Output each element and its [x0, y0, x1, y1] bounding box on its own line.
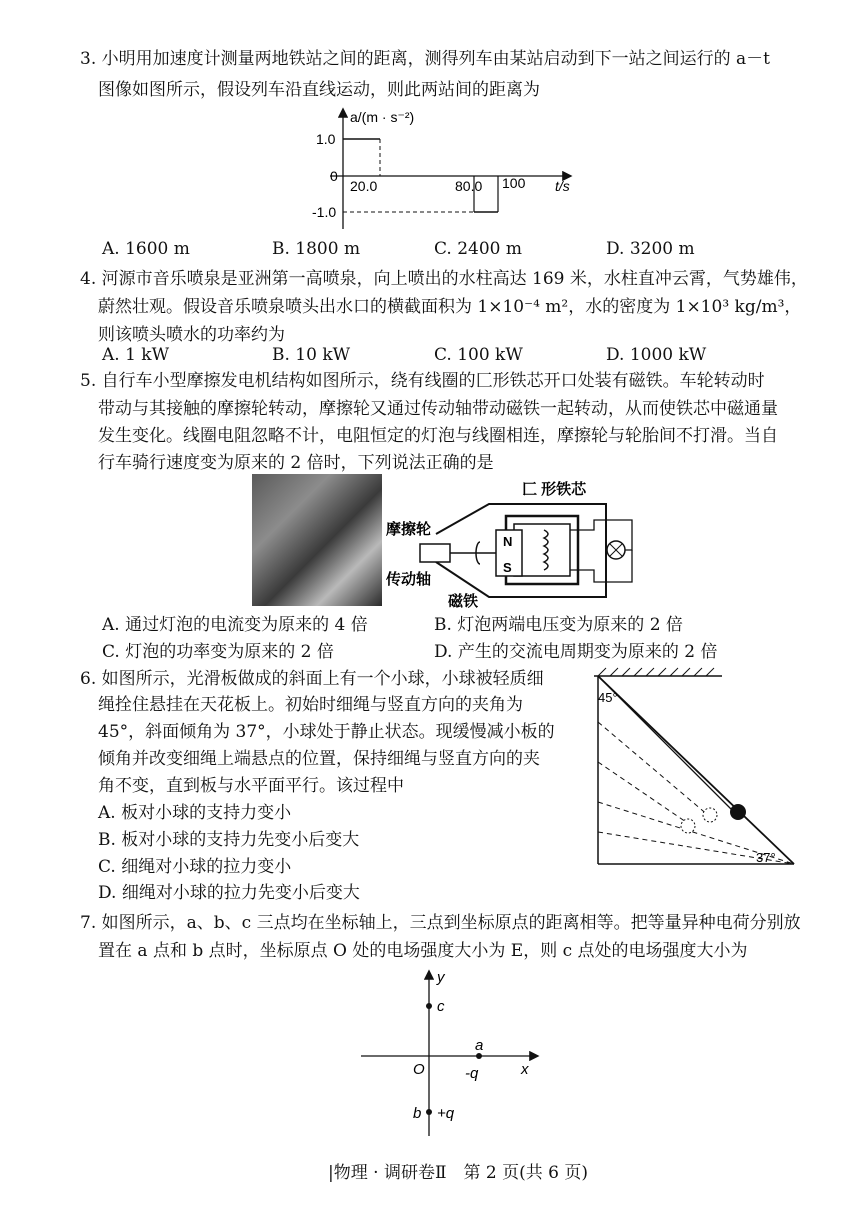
q3-origin: 0 [330, 168, 338, 184]
q7-label-o: O [413, 1061, 425, 1078]
q6-incline-diagram [584, 662, 804, 874]
q5-option-d: D. 产生的交流电周期变为原来的 2 倍 [434, 642, 718, 662]
q6-line3: 45°，斜面倾角为 37°，小球处于静止状态。现缓慢减小板的 [98, 722, 555, 742]
q5-label-wheel: 摩擦轮 [386, 521, 432, 538]
q3-ylabel: a/(m · s⁻²) [350, 109, 415, 125]
q5-line3: 发生变化。线圈电阻忽略不计，电阻恒定的灯泡与线圈相连，摩擦轮与轮胎间不打滑。当自 [98, 426, 778, 446]
coil [544, 530, 548, 570]
q3-tick-y-neg: -1.0 [312, 204, 337, 220]
point-c [426, 1003, 432, 1009]
q4-line2: 蔚然壮观。假设音乐喷泉喷头出水口的横截面积为 1×10⁻⁴ m²，水的密度为 1×10³ kg/m³， [98, 297, 802, 317]
q3-tick-x-20: 20.0 [350, 178, 378, 194]
q5-generator-diagram [384, 472, 644, 612]
q3-line2: 图像如图所示，假设列车沿直线运动，则此两站间的距离为 [98, 80, 540, 100]
q3-tick-x-80: 80.0 [455, 178, 483, 194]
q4-line3: 则该喷头喷水的功率约为 [98, 325, 285, 345]
q7-label-qb: +q [437, 1105, 455, 1122]
q5-line4: 行车骑行速度变为原来的 2 倍时，下列说法正确的是 [98, 453, 494, 473]
q3-tick-y-pos: 1.0 [316, 131, 336, 147]
shaft [420, 544, 450, 562]
q3-line1: 3. 小明用加速度计测量两地铁站之间的距离，测得列车由某站启动到下一站之间运行的 a－t [80, 49, 770, 69]
rope [598, 676, 736, 814]
q6-line1: 6. 如图所示，光滑板做成的斜面上有一个小球，小球被轻质细 [80, 669, 544, 689]
q7-line2: 置在 a 点和 b 点时，坐标原点 O 处的电场强度大小为 E，则 c 点处的电场强度大小为 [98, 941, 748, 961]
q3-tick-x-100: 100 [502, 175, 526, 191]
q5-label-magnet: 磁铁 [448, 593, 479, 610]
page-footer: |物理 · 调研卷Ⅱ 第 2 页(共 6 页) [328, 1163, 589, 1183]
q6-option-b: B. 板对小球的支持力先变小后变大 [98, 830, 360, 850]
q4-option-c: C. 100 kW [434, 345, 523, 365]
q6-option-c: C. 细绳对小球的拉力变小 [98, 857, 292, 877]
q5-label-core: 匚 形铁芯 [522, 481, 587, 498]
q7-label-c: c [437, 998, 445, 1015]
q5-option-b: B. 灯泡两端电压变为原来的 2 倍 [434, 615, 683, 635]
point-b [426, 1109, 432, 1115]
q3-xlabel: t/s [555, 178, 570, 194]
q6-line4: 倾角并改变细绳上端悬点的位置，保持细绳与竖直方向的夹 [98, 749, 540, 769]
q3-option-c: C. 2400 m [434, 239, 522, 259]
q6-line5: 角不变，直到板与水平面平行。该过程中 [98, 776, 404, 796]
q4-option-d: D. 1000 kW [606, 345, 707, 365]
q6-angle-top: 45° [598, 690, 618, 705]
q3-option-d: D. 3200 m [606, 239, 695, 259]
q5-line1: 5. 自行车小型摩擦发电机结构如图所示，绕有线圈的匚形铁芯开口处装有磁铁。车轮转动时 [80, 371, 765, 391]
q5-option-a: A. 通过灯泡的电流变为原来的 4 倍 [102, 615, 368, 635]
bicycle-wheel-photo [252, 474, 382, 606]
q5-label-shaft: 传动轴 [386, 571, 432, 588]
q7-label-y: y [437, 969, 445, 986]
q3-option-b: B. 1800 m [272, 239, 361, 259]
q7-line1: 7. 如图所示，a、b、c 三点均在坐标轴上，三点到坐标原点的距离相等。把等量异种电荷分别放 [80, 913, 801, 933]
q7-label-qa: -q [465, 1065, 479, 1082]
q4-line1: 4. 河源市音乐喷泉是亚洲第一高喷泉，向上喷出的水柱高达 169 米，水柱直冲云霄，气势雄伟， [80, 269, 808, 289]
q7-label-b: b [413, 1105, 422, 1122]
q6-line2: 绳拴住悬挂在天花板上。初始时细绳与竖直方向的夹角为 [98, 695, 523, 715]
q5-label-n: N [503, 534, 513, 549]
q3-at-graph [300, 104, 600, 234]
incline-board [598, 676, 794, 864]
q7-label-x: x [521, 1061, 529, 1078]
q5-label-s: S [503, 560, 512, 575]
q7-label-a: a [475, 1037, 484, 1054]
q5-option-c: C. 灯泡的功率变为原来的 2 倍 [102, 642, 334, 662]
q4-option-a: A. 1 kW [102, 345, 170, 365]
q6-option-d: D. 细绳对小球的拉力先变小后变大 [98, 883, 360, 903]
ball [730, 804, 746, 820]
q4-option-b: B. 10 kW [272, 345, 351, 365]
q3-option-a: A. 1600 m [102, 239, 190, 259]
q5-line2: 带动与其接触的摩擦轮转动，摩擦轮又通过传动轴带动磁铁一起转动，从而使铁芯中磁通量 [98, 399, 778, 419]
q7-axes-diagram [355, 966, 545, 1141]
q6-option-a: A. 板对小球的支持力变小 [98, 803, 292, 823]
q6-angle-bottom: 37° [756, 850, 776, 865]
